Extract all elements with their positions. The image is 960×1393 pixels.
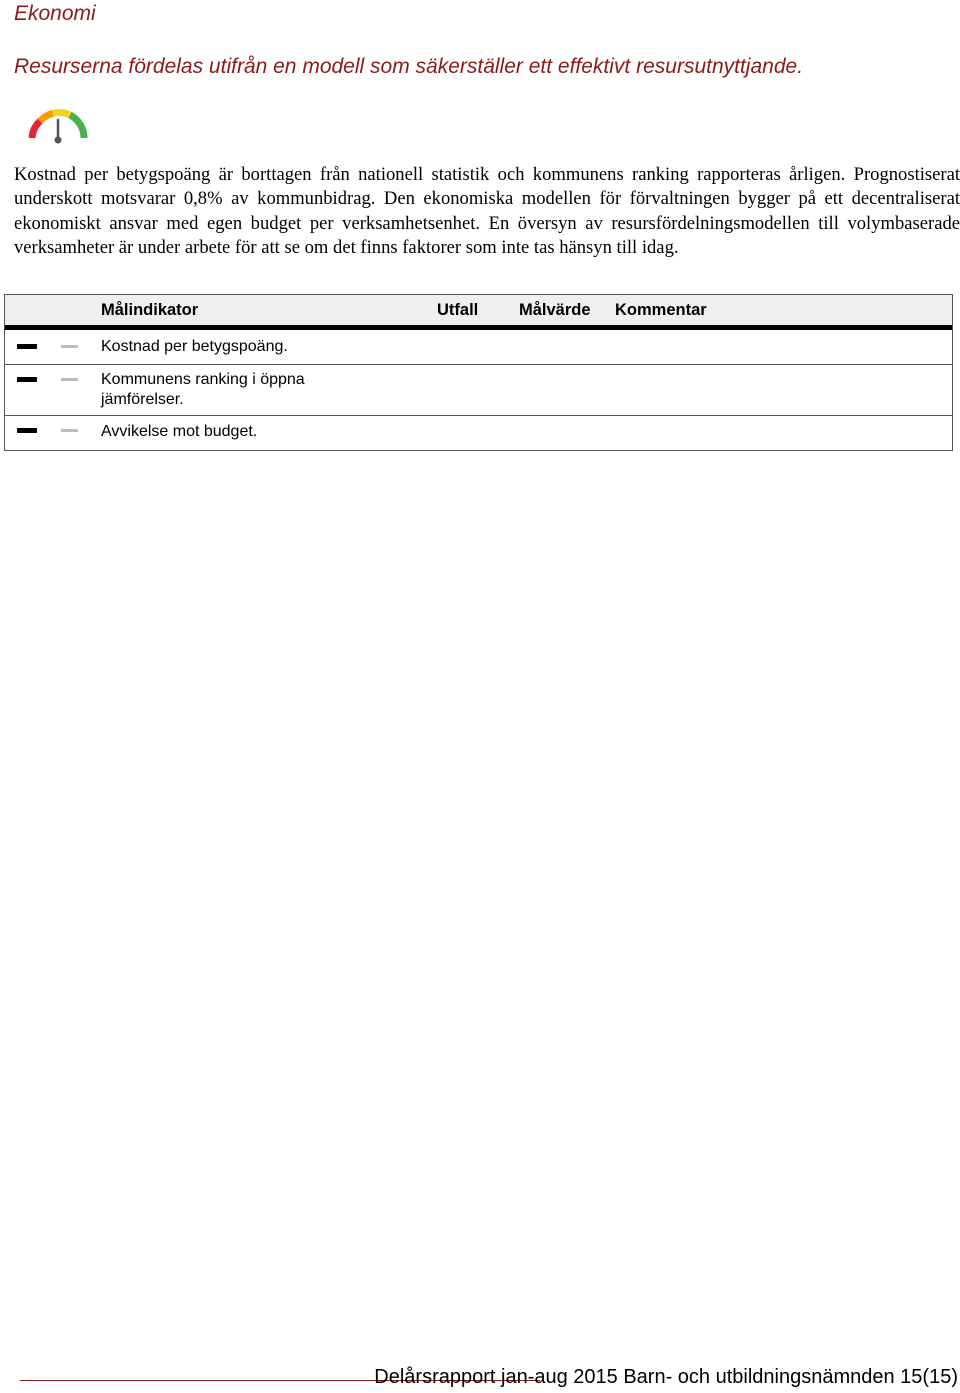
trend-dash-icon [17, 344, 37, 349]
table-row [5, 365, 952, 416]
status-dash-icon [61, 345, 78, 348]
table-row [5, 416, 952, 450]
header-indicator: Målindikator [101, 301, 199, 319]
section-heading: Ekonomi [14, 2, 96, 25]
indicator-table [4, 294, 953, 451]
table-row [5, 330, 952, 365]
header-outcome: Utfall [437, 301, 479, 319]
gauge-icon [26, 108, 90, 148]
indicator-label: Kommunens ranking i öppna jämförelser. [101, 371, 305, 408]
trend-dash-icon [17, 377, 37, 382]
status-dash-icon [61, 378, 78, 381]
body-paragraph: Kostnad per betygspoäng är borttagen från nationell statistik och kommunens ranking rapporteras årligen. Prognostiserat underskott motsvarar 0,8% av kommunbidrag. Den ekonomiska modellen för förvaltningen bygger på ett decentraliserat ekonomiskt ansvar med egen budget per verksamhetsenhet. En översyn av resursfördelningsmodellen till volymbaserade verksamheter är under arbete för att se om det finns faktorer som inte tas hänsyn till idag. [14, 164, 960, 258]
table-header [5, 295, 952, 330]
indicator-label: Avvikelse mot budget. [101, 423, 258, 440]
header-comment: Kommentar [615, 301, 707, 319]
trend-dash-icon [17, 428, 37, 433]
indicator-label: Kostnad per betygspoäng. [101, 338, 288, 355]
header-target: Målvärde [519, 301, 591, 319]
goal-statement: Resurserna fördelas utifrån en modell som säkerställer ett effektivt resursutnyttjande. [14, 55, 804, 78]
status-dash-icon [61, 429, 78, 432]
page-footer: Delårsrapport jan-aug 2015 Barn- och utbildningsnämnden 15(15) [374, 1366, 958, 1388]
